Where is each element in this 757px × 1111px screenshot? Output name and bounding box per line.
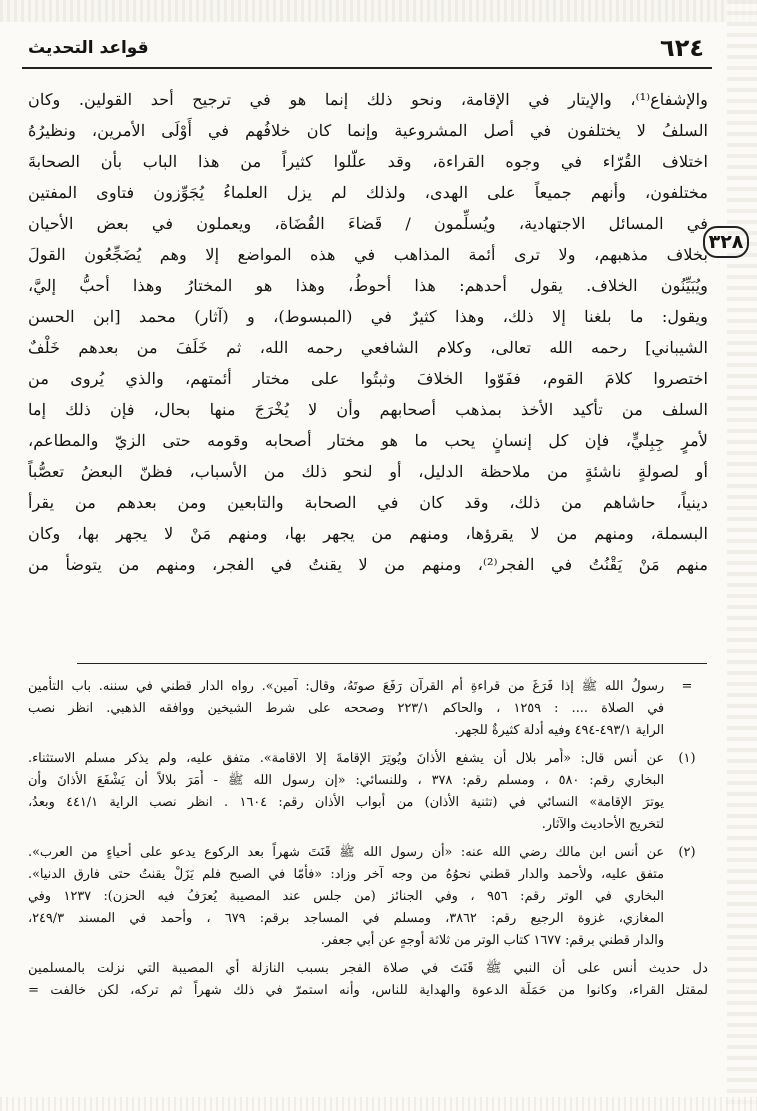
footnote-commentary — [28, 958, 708, 1002]
footnote-line: رسولُ الله ﷺ إذا فَرَغَ من قراءةِ أم القرآن رَفَعَ صوتَهُ، وقال: آمين». رواه الدار قطني في سننه. باب التأمين — [28, 679, 664, 694]
page-edge-right — [727, 0, 757, 1111]
text-line: في المسائل الاجتهادية، ويُسلِّمون / قَضاءَ القُضَاة، ويعملون في بعض الأحيان — [28, 214, 708, 233]
footnote-marker: (٢) — [678, 845, 696, 860]
main-text — [28, 84, 708, 580]
text-line: بخلاف مذهبهم، ولا ترى أئمة المذاهب في هذه المواضع إلا وهم يُضَجِّعُون القولَ — [28, 245, 708, 264]
text-line: لأمرٍ جِبِليٍّ، فإن كل إنسانٍ يحب ما هو مختار أصحابه وقومه حتى الزيّ والمطاعم، — [28, 431, 708, 450]
footnote-line: لتخريج الأحاديث والآثار. — [541, 817, 664, 832]
text-line: السلفُ لا يختلفون في أصل المشروعية وإنما كان خلافُهم في أَوْلَى الأمرين، ونظيرُهُ — [28, 121, 708, 140]
footnote-line: عن أنس قال: «أُمر بلال أن يشفع الأذانَ ويُوتِرَ الإقامةَ إلا الاقامة». متفق عليه، ولم يذكر مسلم الاستثناء. — [28, 751, 664, 766]
margin-page-marker: ٣٢٨ — [703, 226, 749, 258]
text-line: الشيباني] رحمه الله تعالى، وكلام الشافعي رحمه الله، ثم خَلَفَ من بعدهم خَلْفٌ — [28, 338, 708, 357]
footnote-2 — [28, 842, 708, 952]
text-line: اختلاف القُرّاء في وجوه القراءة، وقد علّلوا كثيراً من هذا الباب بأن الصحابةَ — [28, 152, 708, 171]
footnote-line: عن أنس ابن مالك رضي الله عنه: «أن رسول الله ﷺ قَنَتَ شهراً بعد الركوع يدعو على أحياءٍ من العرب». — [28, 845, 664, 860]
text-line: ويُبَيِّنُون الخلاف. يقول أحدهم: هذا أحوطُ، وهذا هو المختارُ وهذا أحبُّ إليَّ، — [28, 276, 708, 295]
text-line: مختلفون، وأنهم جميعاً على الهدى، ولذلك لم يزل العلماءُ يُجَوِّزون فتاوى المفتين — [28, 183, 708, 202]
running-title: قواعد التحديث — [28, 38, 149, 58]
commentary-line: دل حديث أنس على أن النبي ﷺ قَنَتَ في صلاة الفجر بسبب النازلة أي المصيبة التي نزلت بالمسلمين — [28, 961, 708, 976]
footnote-line: الراية ٤٩٣/١-٤٩٤ وفيه أدلة كثيرةٌ للجهر. — [454, 723, 664, 738]
footnote-line: متفق عليه، ولأحمد والدار قطني نحوُهُ من وجه آخر وزاد: «فأمّا في الصبح فلم يَزَلْ يقنتُ حتى فارق الدنيا». — [28, 867, 664, 882]
footnote-line: والدار قطني برقم: ١٦٧٧ كتاب الوتر من ثلاثة أوجهٍ عن أبي جعفر. — [320, 933, 664, 948]
text-line: اختصروا كلامَ القوم، ففَوّوا الخلافَ وثبتُوا على مختار أئمتهم، والذي يُروى من — [28, 369, 708, 388]
footnote-line: البخاري رقم: ٥٨٠ ، ومسلم رقم: ٣٧٨ ، وللنسائي: «إن رسول الله ﷺ - أَمَرَ بلالاً أن يَشْفَعَ الأذانَ وأن — [28, 773, 664, 788]
footnote-line: المغازي، غزوة الرجيع رقم: ٣٨٦٢، ومسلم في المساجد برقم: ٦٧٩ ، وأحمد في المسند ٢٤٩/٣، — [28, 911, 664, 926]
footnote-line: في الصلاة .... : ١٢٥٩ ، والحاكم ٢٢٣/١ وصححه على شرط الشيخين ووافقه الذهبي. انظر نصب — [28, 701, 664, 716]
text-line: منهم مَنْ يَقْنُتُ في الفجر⁽²⁾، ومنهم من لا يقنتُ في الفجر، ومنهم من يتوضأ من — [28, 555, 708, 574]
footnote-line: البخاري في الوتر رقم: ٩٥٦ ، وفي الجنائز (من جلس عند المصيبة يُعرَفُ فيه الحزن): ١٢٣٧ وفي — [28, 889, 664, 904]
page-edge-bottom — [0, 1097, 757, 1111]
footnote-marker: (١) — [678, 751, 696, 766]
text-line: والإشفاع⁽¹⁾، والإيتار في الإقامة، ونحو ذلك إنما هو في ترجيح أحد القولين. وكان — [28, 90, 708, 109]
text-line: البسملة، ومنهم من لا يقرؤها، ومنهم من يجهر بها، ومنهم مَنْ لا يجهر بها، وكان — [28, 524, 708, 543]
text-line: دينياً، حاشاهم من ذلك، وقد كان في الصحابة والتابعين ومن بعدهم من يقرأ — [28, 493, 708, 512]
text-line: أو لصولةٍ ناشئةٍ من ملاحظة الدليل، أو لنحو ذلك من الأسباب، فظنّ البعضُ تعصُّباً — [28, 462, 708, 481]
text-line: السلف من تأكيد الأخذ بمذهب أصحابهم وأن لا يُخْرَجَ منها بحال، فإن ذلك إما — [28, 400, 708, 419]
footnote-marker: = — [681, 679, 693, 694]
commentary-line: لمقتل القراء، وكانوا من حَمَلَة الدعوة والهداية للناس، وأنه استمرّ في ذلك شهراً ثم تركه، لكن خالفت = — [28, 983, 708, 998]
footnote-continued — [28, 676, 708, 742]
header-rule — [22, 67, 712, 69]
footnote-line: يوترَ الإقامة» النسائي في (تثنية الأذان) من أبواب الأذان رقم: ١٦٠٤ . انظر نصب الراية ٤٤١/١ وبعدُ، — [28, 795, 664, 810]
footnote-separator — [77, 663, 707, 664]
text-line: ويقول: ما بلغنا إلا ذلك، وهذا كثيرٌ في (المبسوط)، و (آثار) محمد [ابن الحسن — [28, 307, 708, 326]
footnotes — [28, 676, 708, 1008]
page-number: ٦٢٤ — [660, 34, 704, 62]
page-edge-top — [0, 0, 757, 22]
footnote-1 — [28, 748, 708, 836]
page-header — [22, 30, 712, 64]
